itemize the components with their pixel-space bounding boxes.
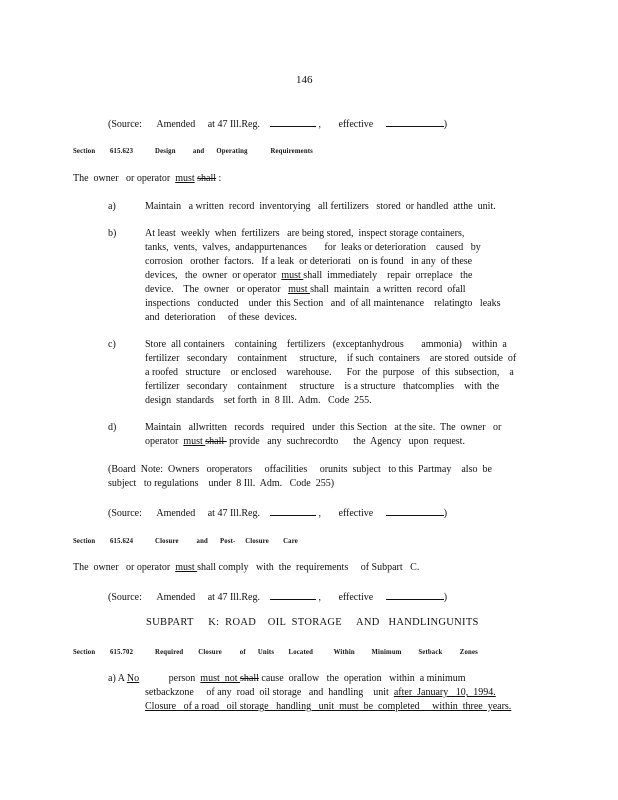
item-c-line: a roofed structure or enclosed warehouse. For the purpose of this subsection, a — [145, 367, 514, 378]
source-register: at 47 Ill.Reg. — [207, 508, 260, 519]
heading-word: Within — [333, 647, 355, 656]
text: operator — [145, 436, 184, 447]
text: person — [151, 673, 201, 684]
text: a) A — [108, 673, 127, 684]
source-close: ) — [443, 592, 448, 603]
source-amended: Amended — [156, 119, 196, 130]
source-close: ) — [443, 508, 448, 519]
deleted-shall: shall — [197, 173, 217, 184]
source-register: at 47 Ill.Reg. — [207, 592, 260, 603]
item-d-line — [145, 436, 465, 447]
source-register: at 47 Ill.Reg. — [207, 119, 260, 130]
text: devices, the owner or operator — [145, 270, 282, 281]
owner-text: The owner or operator — [73, 173, 176, 184]
text: setbackzone of any road oil storage and handling unit — [145, 687, 394, 698]
deleted-shall: shall — [240, 673, 259, 684]
source-effective: effective — [338, 592, 374, 603]
text: cause orallow the operation within a minimum — [258, 673, 466, 684]
heading-word: and — [196, 536, 208, 545]
owner-statement-624 — [73, 562, 419, 573]
effective-blank — [386, 590, 444, 600]
heading-word: Closure — [198, 647, 222, 656]
heading-word: Closure — [155, 536, 179, 545]
item-b-line: corrosion orother factors. If a leak or deteriorati on is found in any of these — [145, 256, 473, 267]
item-b-line: At least weekly when fertilizers are being stored, inspect storage containers, — [145, 228, 465, 239]
item-b-line — [145, 270, 472, 281]
text: The owner or operator — [73, 562, 176, 573]
heading-word: Zones — [459, 647, 478, 656]
item-c-label: c) — [108, 339, 116, 350]
item-c-line: fertilizer secondary containment structure is a structure thatcomplies with the — [145, 381, 500, 392]
inserted-must: must — [175, 173, 195, 184]
item-b-line — [145, 284, 466, 295]
heading-word: of — [239, 647, 246, 656]
text: shall maintain a written record ofall — [310, 284, 466, 295]
heading-word: Care — [283, 536, 298, 545]
item-b-label: b) — [108, 228, 117, 239]
text: device. The owner or operator — [145, 284, 289, 295]
item-a-text: Maintain a written record inventorying all fertilizers stored or handled atthe unit. — [145, 201, 496, 212]
item-d-label: d) — [108, 422, 117, 433]
inserted-closure-text: Closure of a road oil storage handling unit must be completed within three years. — [145, 701, 512, 712]
effective-blank — [386, 506, 444, 516]
section-number: 615.624 — [109, 536, 134, 545]
owner-statement-623 — [73, 173, 221, 184]
source-label: (Source: — [108, 508, 142, 519]
heading-word: Design — [155, 146, 176, 155]
section-number: 615.702 — [109, 647, 134, 656]
item-b-line: and deterioration of these devices. — [145, 312, 297, 323]
heading-word: Setback — [418, 647, 443, 656]
item-c-line: design standards set forth in 8 Ill. Adm. Code 255. — [145, 395, 372, 406]
inserted-date: after January 10, 1994. — [393, 687, 496, 698]
register-blank — [270, 506, 316, 516]
heading-word: Closure — [245, 536, 269, 545]
source-note-1 — [108, 117, 447, 130]
inserted-must: must — [175, 562, 198, 573]
inserted-must-not: must not — [200, 673, 241, 684]
heading-word: Post- — [219, 536, 236, 545]
source-effective: effective — [338, 119, 374, 130]
owner-colon: : — [216, 173, 222, 184]
inserted-no: No — [126, 673, 140, 684]
section-word: Section — [73, 146, 96, 155]
source-close: ) — [443, 119, 448, 130]
item-702a-line — [145, 687, 496, 698]
source-label: (Source: — [108, 119, 142, 130]
text: provide any suchrecordto the Agency upon request. — [226, 436, 465, 447]
heading-word: Minimum — [371, 647, 402, 656]
source-note-2 — [108, 506, 447, 519]
section-word: Section — [73, 536, 96, 545]
register-blank — [270, 117, 316, 127]
section-number: 615.623 — [109, 146, 134, 155]
source-comma: , — [318, 592, 321, 603]
source-amended: Amended — [156, 508, 196, 519]
item-c-line: Store all containers containing fertilizers (exceptanhydrous ammonia) within a — [145, 339, 507, 350]
text: shall immediately repair orreplace the — [303, 270, 473, 281]
section-615-623-heading — [73, 146, 313, 155]
board-note-line: (Board Note: Owners oroperators offacilities orunits subject to this Partmay also be — [108, 464, 492, 475]
heading-word: and — [192, 146, 205, 155]
section-word: Section — [73, 647, 96, 656]
item-702a-line — [145, 701, 511, 712]
board-note-line: subject to regulations under 8 Ill. Adm. Code 255) — [108, 478, 335, 489]
source-amended: Amended — [156, 592, 196, 603]
item-a-label: a) — [108, 201, 116, 212]
inserted-must: must — [288, 284, 311, 295]
subpart-k-heading: SUBPART K: ROAD OIL STORAGE AND HANDLINGUNITS — [146, 617, 479, 628]
source-note-3 — [108, 590, 447, 603]
effective-blank — [386, 117, 444, 127]
source-comma: , — [318, 508, 321, 519]
text: shall comply with the requirements of Subpart C. — [197, 562, 420, 573]
item-702a-line — [108, 673, 466, 684]
register-blank — [270, 590, 316, 600]
heading-word: Operating — [216, 146, 248, 155]
item-b-line: tanks, vents, valves, andappurtenances for leaks or deterioration caused by — [145, 242, 481, 253]
inserted-must: must — [183, 436, 206, 447]
section-615-624-heading — [73, 536, 298, 545]
section-615-702-heading — [73, 647, 478, 656]
heading-word: Requirements — [270, 146, 313, 155]
inserted-must: must — [281, 270, 304, 281]
page-number: 146 — [296, 74, 313, 86]
deleted-shall: shall — [205, 436, 227, 447]
item-c-line: fertilizer secondary containment structure, if such containers are stored outside of — [145, 353, 517, 364]
item-b-line: inspections conducted under this Section and of all maintenance relatingto leaks — [145, 298, 501, 309]
source-effective: effective — [338, 508, 374, 519]
source-label: (Source: — [108, 592, 142, 603]
heading-word: Units — [257, 647, 275, 656]
source-comma: , — [318, 119, 321, 130]
heading-word: Located — [288, 647, 314, 656]
heading-word: Required — [155, 647, 184, 656]
item-d-line: Maintain allwritten records required under this Section at the site. The owner or — [145, 422, 502, 433]
